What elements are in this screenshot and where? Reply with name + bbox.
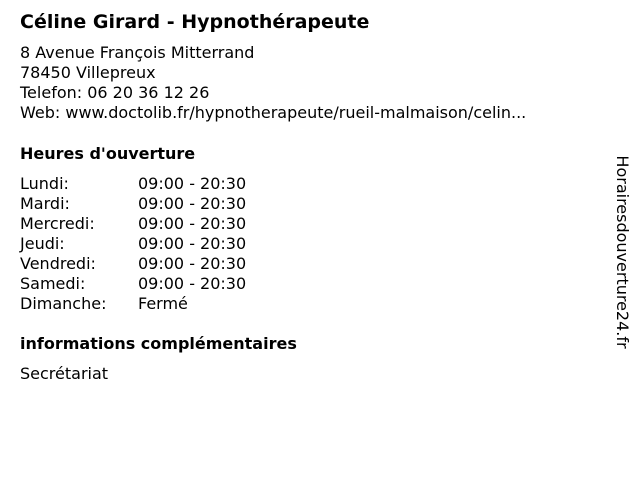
day-label: Samedi: [20, 274, 86, 293]
page-title: Céline Girard - Hypnothérapeute [20, 11, 370, 33]
time-value: 09:00 - 20:30 [138, 194, 247, 213]
day-label: Mercredi: [20, 214, 95, 233]
time-value: 09:00 - 20:30 [138, 214, 247, 233]
website-link: Web: www.doctolib.fr/hypnotherapeute/rueil-malmaison/celin... [20, 103, 527, 122]
time-value: Fermé [138, 294, 188, 313]
city-address: 78450 Villepreux [20, 63, 156, 82]
time-value: 09:00 - 20:30 [138, 274, 247, 293]
day-label: Vendredi: [20, 254, 96, 273]
time-value: 09:00 - 20:30 [138, 174, 247, 193]
time-value: 09:00 - 20:30 [138, 234, 247, 253]
site-watermark: Horairesdouverture24.fr [613, 155, 632, 349]
info-heading: informations complémentaires [20, 334, 297, 353]
day-label: Lundi: [20, 174, 69, 193]
address-block [20, 43, 526, 123]
phone-number: Telefon: 06 20 36 12 26 [20, 83, 210, 102]
day-label: Mardi: [20, 194, 70, 213]
time-value: 09:00 - 20:30 [138, 254, 247, 273]
street-address: 8 Avenue François Mitterrand [20, 43, 255, 62]
day-label: Jeudi: [20, 234, 65, 253]
info-text: Secrétariat [20, 364, 109, 383]
day-label: Dimanche: [20, 294, 107, 313]
hours-heading: Heures d'ouverture [20, 144, 196, 163]
